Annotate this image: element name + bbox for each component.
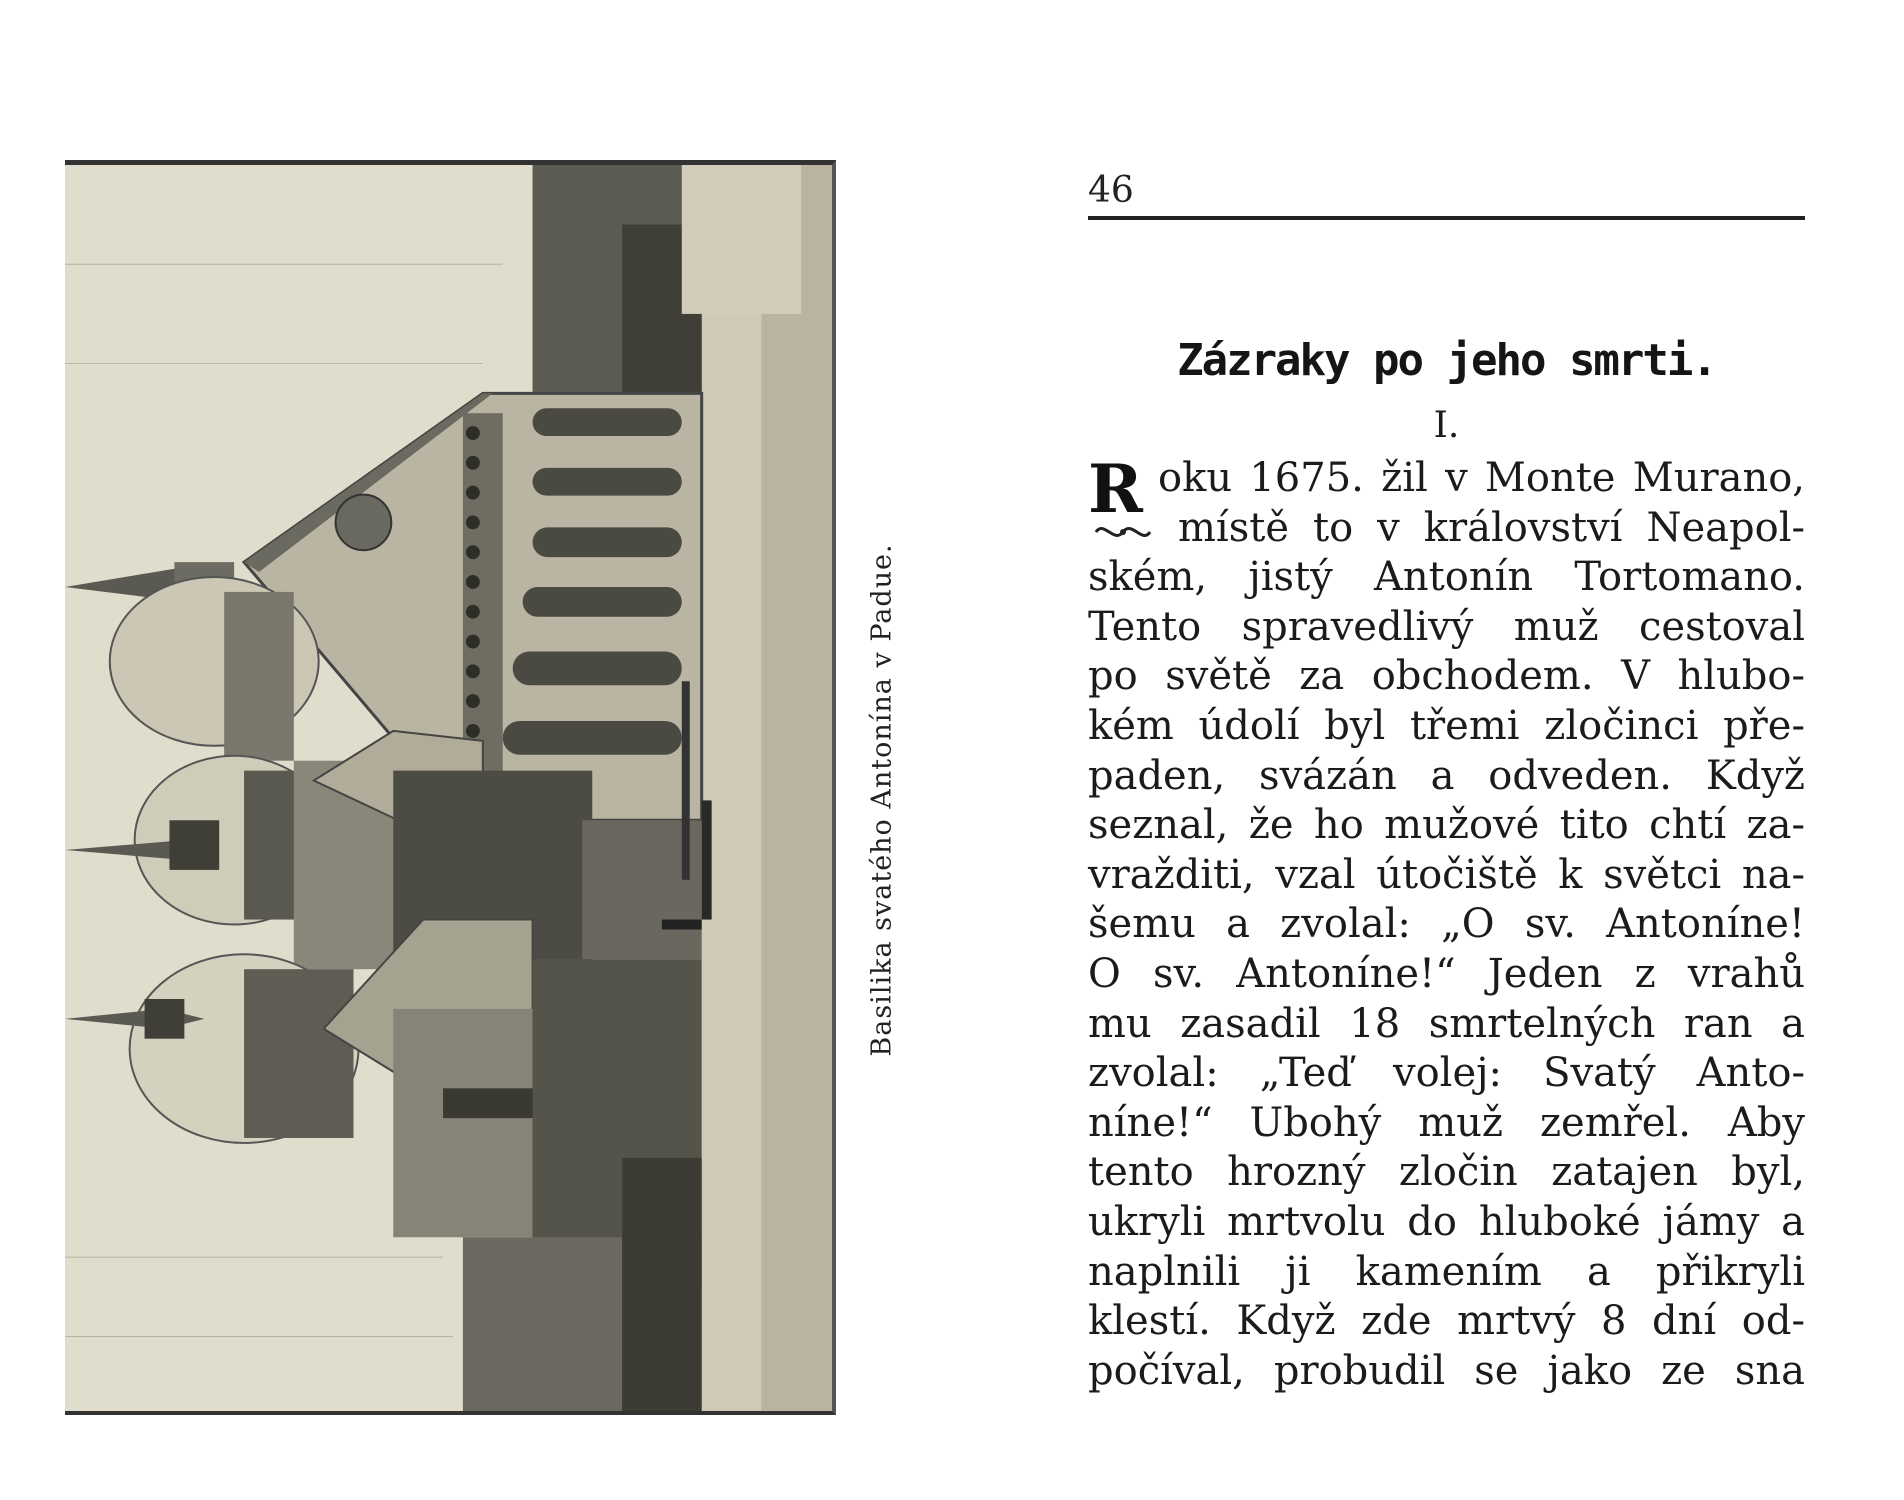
illustration-caption-area (862, 500, 902, 1100)
text-line: mu zasadil 18 smrtelných ran a (1088, 1000, 1805, 1047)
text-line: klestí. Když zde mrtvý 8 dní od- (1088, 1298, 1805, 1345)
header-rule (1088, 216, 1805, 220)
text-line: po světě za obchodem. V hlubo- (1088, 653, 1805, 700)
text-line: Tento spravedlivý muž cestoval (1088, 603, 1805, 650)
text-line: oku 1675. žil v Monte Murano, (1158, 455, 1805, 501)
drop-cap-flourish-icon (1094, 518, 1152, 546)
illustration-caption: Basilika svatého Antonína v Padue. (866, 543, 898, 1057)
section-numeral: I. (1433, 405, 1460, 446)
text-line: počíval, probudil se jako ze sna (1088, 1347, 1805, 1394)
text-line: naplnili ji kamením a přikryli (1088, 1248, 1805, 1295)
body-text (1088, 450, 1805, 1396)
chapter-title: Zázraky po jeho smrti. (1177, 335, 1716, 386)
drop-cap (1088, 450, 1154, 548)
text-line: seznal, že ho mužové tito chtí za- (1088, 802, 1805, 849)
drop-cap-letter: R (1088, 450, 1143, 528)
text-line: níne!“ Ubohý muž zemřel. Aby (1088, 1099, 1805, 1146)
text-line: paden, svázán a odveden. Když (1088, 752, 1805, 799)
text-line: ském, jistý Antonín Tortomano. (1088, 554, 1805, 601)
text-line: kém údolí byl třemi zločinci pře- (1088, 702, 1805, 749)
text-line: šemu a zvolal: „O sv. Antoníne! (1088, 901, 1805, 948)
text-line: ukryli mrtvolu do hluboké jámy a (1088, 1198, 1805, 1245)
basilica-illustration (65, 160, 836, 1415)
text-line: vražditi, vzal útočiště k světci na- (1088, 851, 1805, 898)
text-line: zvolal: „Teď volej: Svatý Anto- (1088, 1050, 1805, 1097)
basilica-engraving (65, 165, 832, 1411)
text-line: tento hrozný zločin zatajen byl, (1088, 1149, 1805, 1196)
page-number: 46 (1088, 170, 1134, 211)
text-line: místě to v království Neapol- (1178, 504, 1805, 551)
text-line: O sv. Antoníne!“ Jeden z vrahů (1088, 950, 1805, 997)
